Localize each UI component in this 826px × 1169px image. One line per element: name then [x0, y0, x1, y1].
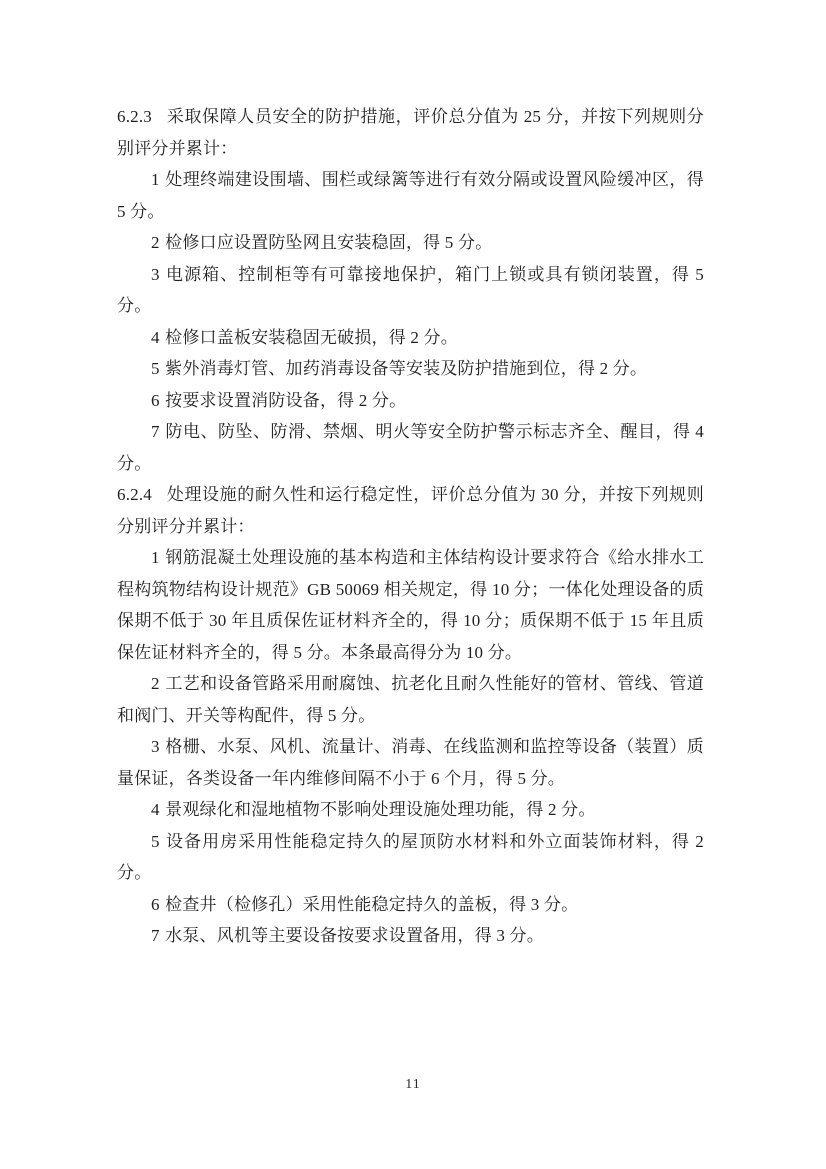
item-text: 水泵、风机等主要设备按要求设置备用，得 3 分。 [165, 926, 544, 945]
item-text: 景观绿化和湿地植物不影响处理设施处理功能，得 2 分。 [165, 800, 596, 819]
item-number: 4 [151, 327, 160, 347]
clause-number: 6.2.3 [117, 107, 152, 126]
clause-item [117, 416, 704, 479]
clause-heading [117, 479, 704, 542]
item-text: 检修口盖板安装稳固无破损，得 2 分。 [165, 327, 458, 347]
item-number: 4 [151, 800, 160, 819]
clause-item [117, 542, 704, 668]
clause-item [117, 826, 704, 889]
item-text: 检查井（检修孔）采用性能稳定持久的盖板，得 3 分。 [165, 894, 579, 914]
clause-item [117, 731, 704, 794]
clause-number: 6.2.4 [117, 485, 152, 504]
clause-heading-text: 处理设施的耐久性和运行稳定性，评价总分值为 30 分，并按下列规则分别评分并累计： [117, 485, 704, 536]
item-number: 6 [151, 390, 160, 410]
clause-item [117, 164, 704, 227]
item-number: 3 [151, 737, 160, 756]
clause-heading [117, 101, 704, 164]
item-text: 处理终端建设围墙、围栏或绿篱等进行有效分隔或设置风险缓冲区，得 5 分。 [117, 170, 704, 221]
clause-item [117, 353, 704, 385]
item-text: 格栅、水泵、风机、流量计、消毒、在线监测和监控等设备（装置）质量保证，各类设备一年内维修间隔不小于 6 个月，得 5 分。 [117, 737, 704, 788]
item-text: 设备用房采用性能稳定持久的屋顶防水材料和外立面装饰材料，得 2 分。 [117, 831, 704, 882]
page-footer [0, 1075, 826, 1093]
item-text: 检修口应设置防坠网且安装稳固，得 5 分。 [165, 233, 493, 252]
item-number: 1 [151, 548, 160, 567]
clause-item [117, 920, 704, 952]
item-text: 钢筋混凝土处理设施的基本构造和主体结构设计要求符合《给水排水工程构筑物结构设计规范》GB 50069 相关规定，得 10 分；一体化处理设备的质保期不低于 30 年且质保佐证材料齐全的，得 10 分；质保期不低于 15 年且质保佐证材料齐全的，得 5 分。本条最高得分为 10 分。 [117, 548, 704, 662]
clause-section-6-2-3 [117, 101, 704, 479]
clause-item [117, 668, 704, 731]
clause-item [117, 794, 704, 826]
clause-item [117, 322, 704, 354]
item-text: 电源箱、控制柜等有可靠接地保护，箱门上锁或具有锁闭装置，得 5 分。 [117, 264, 704, 315]
item-text: 防电、防坠、防滑、禁烟、明火等安全防护警示标志齐全、醒目，得 4 分。 [117, 422, 704, 473]
item-number: 3 [151, 264, 160, 284]
item-number: 5 [151, 831, 160, 851]
clause-heading-text: 采取保障人员安全的防护措施，评价总分值为 25 分，并按下列规则分别评分并累计： [117, 107, 704, 158]
item-number: 7 [151, 422, 160, 441]
page-number: 11 [405, 1077, 421, 1092]
item-text: 紫外消毒灯管、加药消毒设备等安装及防护措施到位，得 2 分。 [165, 359, 648, 378]
page-body-text [117, 101, 704, 952]
clause-section-6-2-4 [117, 479, 704, 952]
item-number: 1 [151, 170, 160, 189]
item-number: 7 [151, 926, 160, 945]
item-number: 2 [151, 233, 160, 252]
item-number: 2 [151, 674, 160, 693]
item-text: 工艺和设备管路采用耐腐蚀、抗老化且耐久性能好的管材、管线、管道和阀门、开关等构配件，得 5 分。 [117, 674, 704, 725]
clause-item [117, 227, 704, 259]
clause-item [117, 385, 704, 417]
item-number: 5 [151, 359, 160, 378]
item-text: 按要求设置消防设备，得 2 分。 [165, 390, 407, 410]
clause-item [117, 889, 704, 921]
clause-item [117, 259, 704, 322]
item-number: 6 [151, 894, 160, 914]
